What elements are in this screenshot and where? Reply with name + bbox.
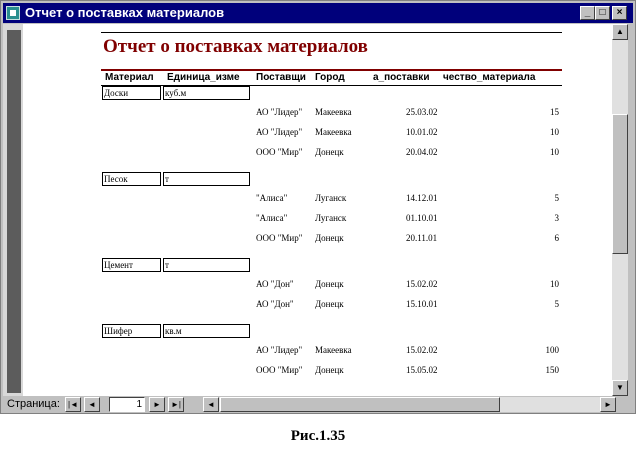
supplier-cell: ООО "Мир" — [256, 233, 303, 243]
quantity-cell: 150 — [545, 365, 559, 375]
col-header-unit: Единица_изме — [167, 72, 240, 83]
supplier-cell: АО "Лидер" — [256, 107, 303, 117]
left-margin — [3, 24, 23, 396]
unit-cell: куб.м — [163, 86, 250, 100]
unit-cell: т — [163, 172, 250, 186]
supplier-cell: АО "Дон" — [256, 299, 294, 309]
maximize-button[interactable]: □ — [595, 6, 610, 20]
unit-cell: кв.м — [163, 324, 250, 338]
first-page-button[interactable]: |◄ — [65, 397, 81, 412]
city-cell: Макеевка — [315, 107, 352, 117]
figure-caption: Рис.1.35 — [290, 428, 346, 444]
quantity-cell: 10 — [550, 127, 559, 137]
report-page — [23, 24, 612, 396]
city-cell: Луганск — [315, 213, 347, 223]
supplier-cell: "Алиса" — [256, 213, 288, 223]
quantity-cell: 5 — [554, 193, 559, 203]
quantity-cell: 10 — [550, 279, 559, 289]
quantity-cell: 5 — [554, 299, 559, 309]
supplier-cell: ООО "Мир" — [256, 365, 303, 375]
page-number-input[interactable]: 1 — [109, 397, 145, 412]
col-header-supplier: Поставщи — [256, 72, 306, 83]
city-cell: Донецк — [315, 233, 344, 243]
size-grip — [619, 397, 633, 412]
date-cell: 15.02.02 — [406, 345, 438, 355]
date-cell: 20.04.02 — [406, 147, 438, 157]
scroll-up-button[interactable]: ▲ — [612, 24, 628, 40]
date-cell: 10.01.02 — [406, 127, 438, 137]
scroll-down-button[interactable]: ▼ — [612, 380, 628, 396]
material-cell: Песок — [102, 172, 161, 186]
supplier-cell: "Алиса" — [256, 193, 288, 203]
date-cell: 15.05.02 — [406, 365, 438, 375]
title-bar[interactable] — [3, 3, 633, 23]
col-header-quantity: чество_материала — [443, 72, 536, 83]
horizontal-scroll-thumb[interactable] — [220, 397, 500, 412]
city-cell: Донецк — [315, 299, 344, 309]
supplier-cell: АО "Лидер" — [256, 345, 303, 355]
date-cell: 14.12.01 — [406, 193, 438, 203]
col-header-date: а_поставки — [373, 72, 430, 83]
next-page-button[interactable]: ► — [149, 397, 165, 412]
header-rule — [101, 69, 562, 71]
horizontal-scrollbar[interactable] — [203, 397, 616, 412]
quantity-cell: 6 — [554, 233, 559, 243]
last-page-button[interactable]: ►| — [168, 397, 184, 412]
city-cell: Донецк — [315, 279, 344, 289]
minimize-button[interactable]: _ — [580, 6, 595, 20]
prev-page-button[interactable]: ◄ — [84, 397, 100, 412]
supplier-cell: ООО "Мир" — [256, 147, 303, 157]
navigation-bar — [3, 396, 633, 413]
material-cell: Цемент — [102, 258, 161, 272]
supplier-cell: АО "Дон" — [256, 279, 294, 289]
date-cell: 25.03.02 — [406, 107, 438, 117]
date-cell: 15.10.01 — [406, 299, 438, 309]
top-rule — [101, 32, 562, 33]
scroll-right-button[interactable]: ► — [600, 397, 616, 412]
date-cell: 01.10.01 — [406, 213, 438, 223]
page-label: Страница: — [7, 398, 60, 410]
material-cell: Доски — [102, 86, 161, 100]
window-title: Отчет о поставках материалов — [25, 5, 225, 20]
city-cell: Луганск — [315, 193, 347, 203]
date-cell: 20.11.01 — [406, 233, 438, 243]
vertical-scroll-thumb[interactable] — [612, 114, 628, 254]
date-cell: 15.02.02 — [406, 279, 438, 289]
quantity-cell: 15 — [550, 107, 559, 117]
quantity-cell: 3 — [554, 213, 559, 223]
quantity-cell: 100 — [545, 345, 559, 355]
supplier-cell: АО "Лидер" — [256, 127, 303, 137]
scroll-left-button[interactable]: ◄ — [203, 397, 219, 412]
city-cell: Донецк — [315, 147, 344, 157]
city-cell: Макеевка — [315, 345, 352, 355]
city-cell: Макеевка — [315, 127, 352, 137]
report-app-icon[interactable] — [6, 6, 20, 20]
col-header-city: Город — [315, 72, 345, 83]
col-header-material: Материал — [105, 72, 154, 83]
quantity-cell: 10 — [550, 147, 559, 157]
city-cell: Донецк — [315, 365, 344, 375]
report-title: Отчет о поставках материалов — [103, 36, 368, 57]
close-button[interactable]: × — [612, 6, 627, 20]
material-cell: Шифер — [102, 324, 161, 338]
vertical-scrollbar[interactable] — [612, 24, 628, 396]
unit-cell: т — [163, 258, 250, 272]
